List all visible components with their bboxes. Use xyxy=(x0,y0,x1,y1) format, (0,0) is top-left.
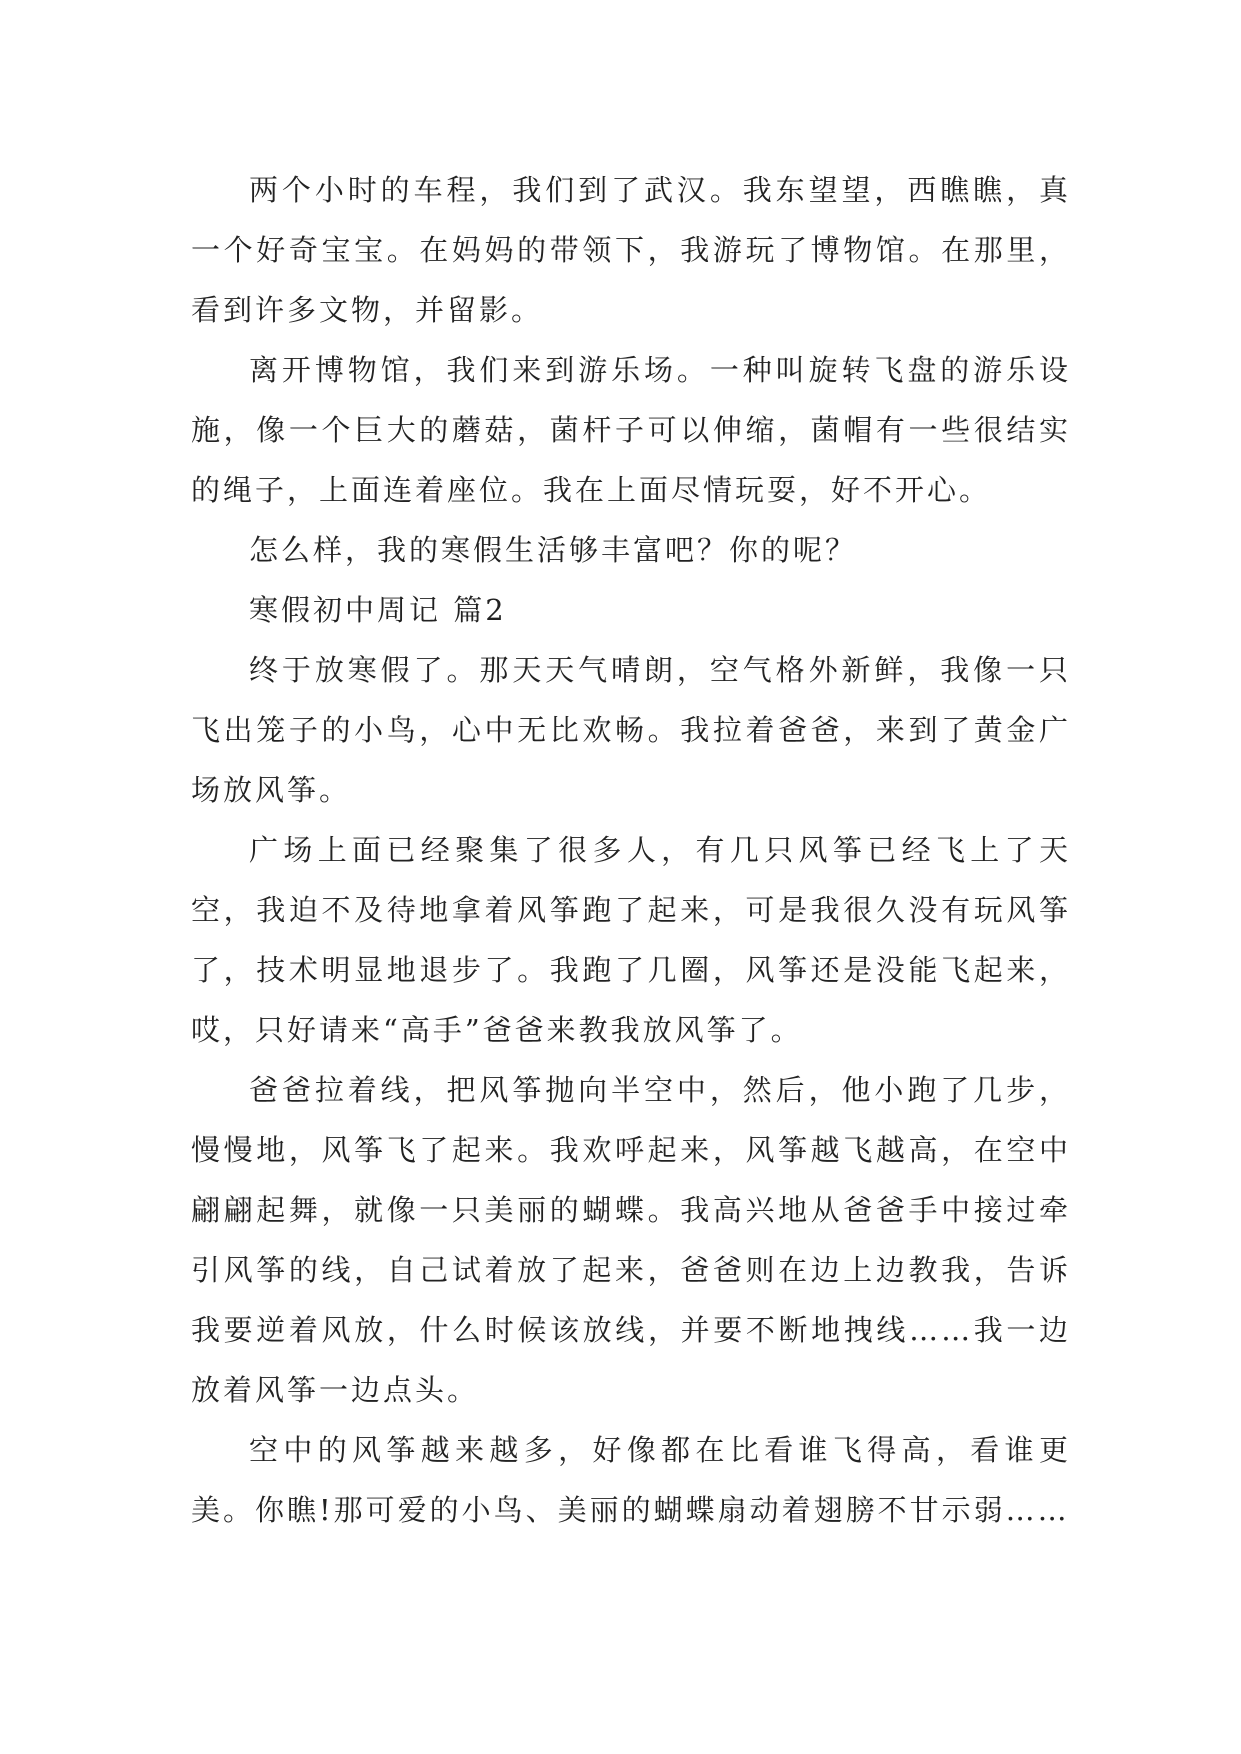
paragraph-sky-kites: 空中的风筝越来越多，好像都在比看谁飞得高，看谁更美。你瞧!那可爱的小鸟、美丽的蝴蝶扇动着翅膀不甘示弱…… xyxy=(191,1433,1071,1527)
paragraph-dad-teaches: 爸爸拉着线，把风筝抛向半空中，然后，他小跑了几步，慢慢地，风筝飞了起来。我欢呼起来，风筝越飞越高，在空中翩翩起舞，就像一只美丽的蝴蝶。我高兴地从爸爸手中接过牵引风筝的线，自己试着放了起来，爸爸则在边上边教我，告诉我要逆着风放，什么时候该放线，并要不断地拽线……我一边放着风筝一边点头。 xyxy=(191,1073,1071,1407)
paragraph-question: 怎么样，我的寒假生活够丰富吧？你的呢？ xyxy=(249,533,858,567)
document-body xyxy=(191,160,1071,1540)
section-heading: 寒假初中周记 篇2 xyxy=(249,593,507,627)
paragraph-amusement-park: 离开博物馆，我们来到游乐场。一种叫旋转飞盘的游乐设施，像一个巨大的蘑菇，菌杆子可以伸缩，菌帽有一些很结实的绳子，上面连着座位。我在上面尽情玩耍，好不开心。 xyxy=(191,353,1071,507)
paragraph-wuhan-trip: 两个小时的车程，我们到了武汉。我东望望，西瞧瞧，真一个好奇宝宝。在妈妈的带领下，我游玩了博物馆。在那里，看到许多文物，并留影。 xyxy=(191,173,1071,327)
paragraph-winter-break: 终于放寒假了。那天天气晴朗，空气格外新鲜，我像一只飞出笼子的小鸟，心中无比欢畅。我拉着爸爸，来到了黄金广场放风筝。 xyxy=(191,653,1071,807)
paragraph-square-kites: 广场上面已经聚集了很多人，有几只风筝已经飞上了天空，我迫不及待地拿着风筝跑了起来，可是我很久没有玩风筝了，技术明显地退步了。我跑了几圈，风筝还是没能飞起来，哎，只好请来“高手”爸爸来教我放风筝了。 xyxy=(191,833,1071,1047)
